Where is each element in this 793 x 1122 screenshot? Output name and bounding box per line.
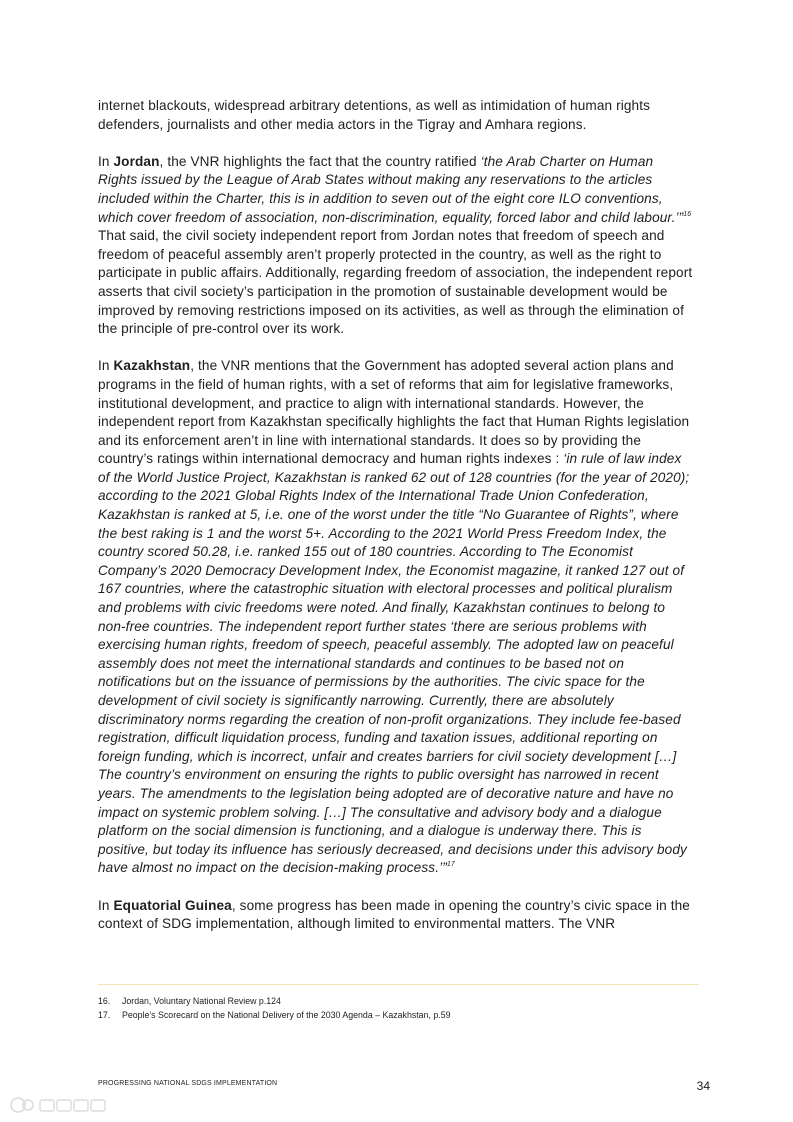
equatorial-guinea-country-name: Equatorial Guinea (113, 897, 232, 913)
watermark-icon (8, 1094, 108, 1116)
kazakhstan-country-name: Kazakhstan (113, 358, 191, 374)
equatorial-guinea-intro: In (98, 897, 114, 913)
body-text (98, 97, 694, 952)
jordan-lead-text: , the VNR highlights the fact that the country ratified (159, 153, 481, 169)
page-number: 34 (696, 1079, 710, 1093)
footnote-divider (98, 984, 699, 985)
footnote-ref-17[interactable]: 17 (446, 861, 455, 869)
kazakhstan-intro: In (98, 358, 114, 374)
equatorial-guinea-rest-text: , some progress has been made in opening the country’s civic space in the context of SDG implementation, although limited to environmental matters. The VNR (98, 897, 690, 932)
jordan-rest-text: That said, the civil society independent report from Jordan notes that freedom of speech and freedom of peaceful assembly aren’t properly protected in the country, as well as the right to participate in public affairs. Additionally, regarding freedom of association, the independent report asserts that civil society’s participation in the promotion of sustainable development would be improved by removing restrictions imposed on its activities, as well as through the elimination of the principle of pre-control over its work. (98, 228, 693, 337)
running-footer-title: PROGRESSING NATIONAL SDGS IMPLEMENTATION (98, 1080, 278, 1087)
paragraph-tigray: internet blackouts, widespread arbitrary detentions, as well as intimidation of human rights defenders, journalists and other media actors in the Tigray and Amhara regions. (98, 98, 651, 132)
footnote-16 (98, 995, 698, 1009)
paragraph-equatorial-guinea (98, 897, 694, 934)
kazakhstan-quote: ‘in rule of law index of the World Justice Project, Kazakhstan is ranked 62 out of 128 countries (for the year of 2020); according to the 2021 Global Rights Index of the International Trade Union Confederation, Kazakhstan is ranked at 5, i.e. one of the worst under the title “No Guarantee of Rights”, where the best raking is 1 and the worst 5+. According to the 2021 World Press Freedom Index, the country scored 50.28, i.e. ranked 155 out of 180 countries. According to The Economist Company’s 2020 Democracy Development Index, the Economist magazine, it ranked 127 out of 167 countries, where the catastrophic situation with electoral processes and political pluralism and problems with civic freedoms were noted. And finally, Kazakhstan continues to belong to non-free countries. The independent report further states ‘there are serious problems with exercising human rights, freedom of speech, peaceful assembly. The adopted law on peaceful assembly does not meet the international standards and continues to be based not on notifications but on the issuance of permissions by the authorities. The civic space for the development of civil society is significantly narrowing. Currently, there are absolutely discriminatory norms regarding the creation of non-profit organizations. They include fee-based registration, difficult liquidation process, funding and taxation issues, additional reporting on foreign funding, which is incorrect, unfair and creates barriers for civil society development […] The country’s environment on ensuring the rights to public oversight has narrowed in recent years. The amendments to the legislation being adopted are of decorative nature and have no impact on systemic problem solving. […] The consultative and advisory body and a dialogue platform on the social dimension is functioning, and a dialogue is underway there. This is positive, but today its influence has seriously decreased, and decisions under this advisory body have almost no impact on the decision-making process.’” (98, 451, 690, 876)
kazakhstan-lead-text: , the VNR mentions that the Government has adopted several action plans and programs in the field of human rights, with a set of reforms that aim for legislative frameworks, institutional development, and practice to align with international standards. However, the independent report from Kazakhstan specifically highlights the fact that Human Rights legislation and its enforcement aren’t in line with international standards. It does so by providing the country’s ratings within international democracy and human rights indexes : (98, 358, 690, 467)
paragraph-jordan (98, 153, 694, 339)
footnote-number: 17. (98, 1009, 111, 1020)
jordan-quote: ‘the Arab Charter on Human Rights issued by the League of Arab States without making any reservations to the articles included within the Charter, this is in addition to seven out of the eight core ILO conventions, which cover freedom of association, non-discrimination, equality, forced labor and child labour.’” (98, 153, 684, 225)
footnote-ref-16[interactable]: 16 (683, 210, 692, 218)
paragraph-kazakhstan (98, 357, 694, 878)
footnote-17 (98, 1009, 698, 1023)
footnote-text: People’s Scorecard on the National Delivery of the 2030 Agenda – Kazakhstan, p.59 (122, 1009, 451, 1020)
jordan-country-name: Jordan (113, 153, 160, 169)
footnote-text: Jordan, Voluntary National Review p.124 (122, 996, 281, 1006)
footnote-number: 16. (98, 996, 111, 1006)
watermark-logo (8, 1094, 108, 1116)
jordan-intro: In (98, 153, 114, 169)
footnotes (98, 995, 698, 1022)
